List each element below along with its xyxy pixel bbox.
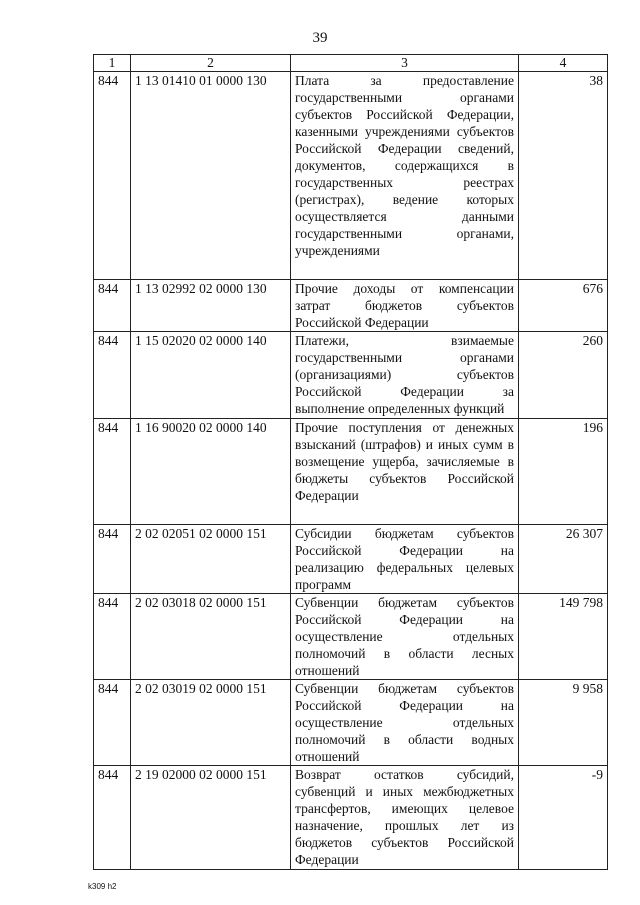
admin-code-cell: 844 xyxy=(94,332,131,419)
revenue-code-cell: 2 02 02051 02 0000 151 xyxy=(131,525,291,594)
table-row xyxy=(94,332,608,419)
amount-cell: 149 798 xyxy=(519,594,608,680)
table-row xyxy=(94,766,608,870)
admin-code-cell: 844 xyxy=(94,766,131,870)
admin-code-cell: 844 xyxy=(94,419,131,525)
table-row xyxy=(94,280,608,332)
description-cell: Субвенции бюджетам субъектов Российской Федерации на осуществление отдельных полномочий в области водных отношений xyxy=(291,680,519,766)
description-cell: Прочие доходы от компенсации затрат бюджетов субъектов Российской Федерации xyxy=(291,280,519,332)
column-header-3: 3 xyxy=(291,55,519,72)
table-row xyxy=(94,72,608,280)
amount-cell: 38 xyxy=(519,72,608,280)
amount-cell: 676 xyxy=(519,280,608,332)
revenue-code-cell: 1 13 01410 01 0000 130 xyxy=(131,72,291,280)
table-row xyxy=(94,525,608,594)
revenue-code-cell: 2 02 03019 02 0000 151 xyxy=(131,680,291,766)
revenue-code-cell: 1 16 90020 02 0000 140 xyxy=(131,419,291,525)
revenue-code-cell: 1 15 02020 02 0000 140 xyxy=(131,332,291,419)
column-header-1: 1 xyxy=(94,55,131,72)
budget-revenue-table xyxy=(93,54,608,870)
table-row xyxy=(94,680,608,766)
description-cell: Субвенции бюджетам субъектов Российской Федерации на осуществление отдельных полномочий в области лесных отношений xyxy=(291,594,519,680)
table-row xyxy=(94,419,608,525)
admin-code-cell: 844 xyxy=(94,280,131,332)
amount-cell: 9 958 xyxy=(519,680,608,766)
column-header-4: 4 xyxy=(519,55,608,72)
page-number: 39 xyxy=(312,30,328,46)
amount-cell: 196 xyxy=(519,419,608,525)
column-header-2: 2 xyxy=(131,55,291,72)
revenue-code-cell: 1 13 02992 02 0000 130 xyxy=(131,280,291,332)
table-header-row xyxy=(94,55,608,72)
revenue-code-cell: 2 02 03018 02 0000 151 xyxy=(131,594,291,680)
description-cell: Возврат остатков субсидий, субвенций и иных межбюджетных трансфертов, имеющих целевое назначение, прошлых лет из бюджетов субъектов Российской Федерации xyxy=(291,766,519,870)
table-row xyxy=(94,594,608,680)
admin-code-cell: 844 xyxy=(94,680,131,766)
amount-cell: -9 xyxy=(519,766,608,870)
description-cell: Платежи, взимаемые государственными органами (организациями) субъектов Российской Федерации за выполнение определенных функций xyxy=(291,332,519,419)
footer-document-mark: k309 h2 xyxy=(88,882,117,891)
admin-code-cell: 844 xyxy=(94,594,131,680)
description-cell: Прочие поступления от денежных взысканий (штрафов) и иных сумм в возмещение ущерба, зачисляемые в бюджеты субъектов Российской Федерации xyxy=(291,419,519,525)
description-cell: Субсидии бюджетам субъектов Российской Федерации на реализацию федеральных целевых программ xyxy=(291,525,519,594)
revenue-code-cell: 2 19 02000 02 0000 151 xyxy=(131,766,291,870)
admin-code-cell: 844 xyxy=(94,525,131,594)
amount-cell: 260 xyxy=(519,332,608,419)
admin-code-cell: 844 xyxy=(94,72,131,280)
description-cell: Плата за предоставление государственными органами субъектов Российской Федерации, казенными учреждениями субъектов Российской Федерации сведений, документов, содержащихся в государственных реестрах (регистрах), ведение которых осуществляется данными государственными органами, учреждениями xyxy=(291,72,519,280)
amount-cell: 26 307 xyxy=(519,525,608,594)
